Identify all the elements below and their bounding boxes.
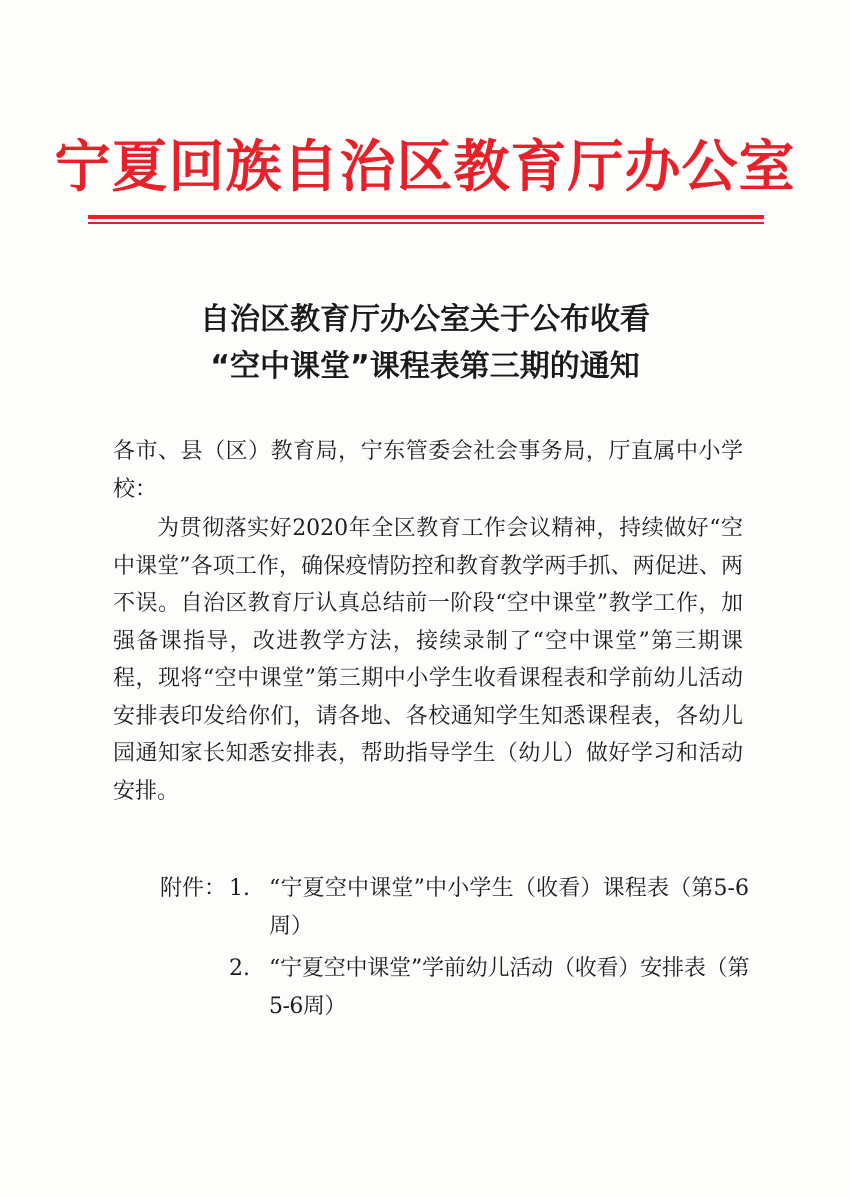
header-red-rule-thick [88,215,764,219]
addressee: 各市、县（区）教育局，宁东管委会社会事务局，厅直属中小学校： [113,439,743,502]
document-title-line-1: 自治区教育厅办公室关于公布收看 [200,302,650,337]
attachment-title: “宁夏空中课堂”中小学生（收看）课程表（第5-6周） [269,876,749,939]
attachments-label: 附件： [160,876,227,901]
header-red-rule-thin [88,222,764,224]
body-paragraph: 为贯彻落实好2020年全区教育工作会议精神，持续做好“空中课堂”各项工作，确保疫情防控和教育教学两手抓、两促进、两不误。自治区教育厅认真总结前一阶段“空中课堂”教学工作，加强备课指导，改进教学方法，接续录制了“空中课堂”第三期课程，现将“空中课堂”第三期中小学生收看课程表和学前幼儿活动安排表印发给你们，请各地、各校通知学生知悉课程表，各幼儿园通知家长知悉安排表，帮助指导学生（幼儿）做好学习和活动安排。 [113,516,743,804]
attachment-number: 2. [229,956,250,981]
attachment-title: “宁夏空中课堂”学前幼儿活动（收看）安排表（第5-6周） [269,956,749,1019]
attachment-item [229,870,749,950]
attachment-number: 1. [229,876,250,901]
issuing-office-header: 宁夏回族自治区教育厅办公室 [54,135,796,200]
attachment-item [229,950,749,1030]
document-title-line-2: “空中课堂”课程表第三期的通知 [210,349,640,384]
